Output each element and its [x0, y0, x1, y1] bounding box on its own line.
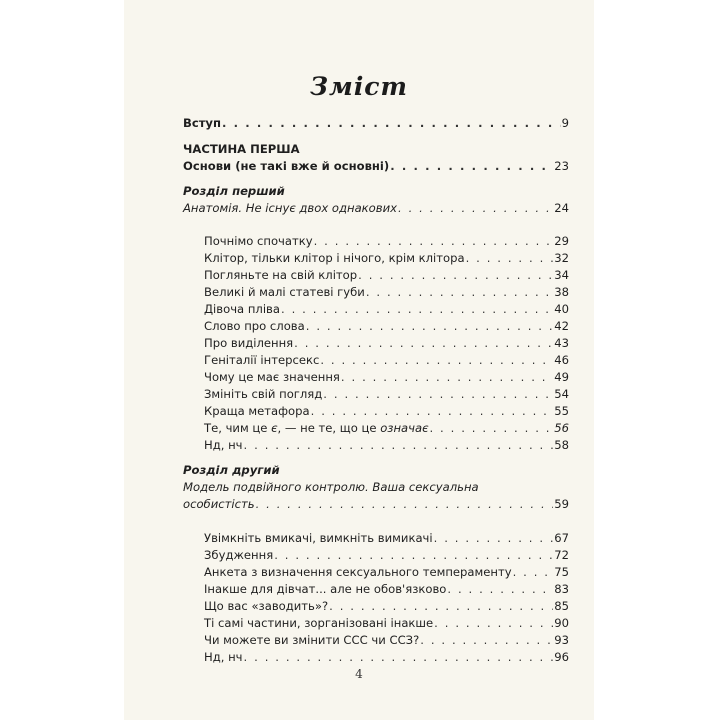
toc-entry[interactable] [204, 547, 569, 563]
toc-entry[interactable] [204, 369, 569, 385]
toc-entry-page: 34 [554, 268, 569, 282]
dot-leader [434, 530, 554, 546]
toc-entry[interactable] [204, 318, 569, 334]
dot-leader [398, 200, 553, 216]
toc-entry-intro[interactable] [183, 115, 569, 131]
toc-entry-label: Збудження [204, 548, 274, 562]
toc-entry-label: Чи можете ви змінити ССС чи ССЗ? [204, 633, 420, 647]
dot-leader [323, 386, 553, 402]
toc-entry[interactable] [204, 530, 569, 546]
toc-entry-page: 24 [554, 201, 569, 215]
toc-entry-label: Погляньте на свій клітор [204, 268, 358, 282]
toc-entry-chapter2-line1[interactable]: Модель подвійного контролю. Ваша сексуальна [183, 480, 479, 494]
part-heading: ЧАСТИНА ПЕРША [183, 142, 300, 156]
toc-entry-label: Анкета з визначення сексуального темпераменту [204, 565, 512, 579]
toc-entry-page: 85 [554, 599, 569, 613]
chapter-heading: Розділ перший [183, 184, 285, 198]
toc-entry[interactable] [204, 301, 569, 317]
toc-entry-page: 42 [554, 319, 569, 333]
toc-entry-chapter1[interactable] [183, 200, 569, 216]
toc-entry[interactable] [204, 267, 569, 283]
toc-entry[interactable] [204, 386, 569, 402]
toc-entry[interactable] [204, 598, 569, 614]
toc-entry-page: 32 [554, 251, 569, 265]
toc-entry-label: Основи (не такі вже й основні) [183, 159, 390, 173]
dot-leader [281, 301, 553, 317]
toc-entry[interactable] [204, 632, 569, 648]
dot-leader [341, 369, 553, 385]
toc-entry-page: 59 [554, 497, 569, 511]
toc-entry-label: Нд, нч [204, 438, 243, 452]
dot-leader [256, 496, 554, 512]
toc-entry-part1[interactable] [183, 158, 569, 174]
toc-entry-label: Великі й малі статеві губи [204, 285, 365, 299]
toc-entry[interactable] [204, 250, 569, 266]
label-part: , — не те, що це [277, 421, 381, 435]
dot-leader [466, 250, 554, 266]
dot-leader [314, 233, 554, 249]
dot-leader [244, 437, 554, 453]
toc-entry-label: Увімкніть вмикачі, вимкніть вимикачі [204, 531, 433, 545]
toc-entry-page: 72 [554, 548, 569, 562]
dot-leader [320, 352, 553, 368]
toc-entry[interactable] [204, 437, 569, 453]
toc-entry-page: 75 [554, 565, 569, 579]
toc-entry-label: Змініть свій погляд [204, 387, 323, 401]
label-emphasis: означає [380, 421, 429, 435]
dot-leader [222, 115, 561, 131]
label-part: Те, чим це [204, 421, 272, 435]
toc-entry[interactable] [204, 581, 569, 597]
toc-entry-page: 55 [554, 404, 569, 418]
toc-entry[interactable] [204, 403, 569, 419]
toc-entry-label: Дівоча пліва [204, 302, 280, 316]
dot-leader [358, 267, 553, 283]
page-title: Зміст [310, 72, 408, 101]
toc-entry[interactable] [204, 649, 569, 665]
toc-entry-label: Анатомія. Не існує двох однакових [183, 201, 398, 215]
dot-leader [306, 318, 553, 334]
toc-entry-label: Геніталії інтерсекс [204, 353, 320, 367]
dot-leader [329, 598, 553, 614]
dot-leader [311, 403, 554, 419]
toc-entry-label: Інакше для дівчат... але не обов'язково [204, 582, 447, 596]
book-page [124, 0, 594, 720]
toc-entry[interactable] [204, 615, 569, 631]
toc-entry-page: 58 [554, 438, 569, 452]
dot-leader [420, 632, 553, 648]
toc-entry-page: 40 [554, 302, 569, 316]
toc-entry[interactable] [204, 564, 569, 580]
toc-entry-page: 29 [554, 234, 569, 248]
toc-entry-page: 43 [554, 336, 569, 350]
toc-entry-label: Почнімо спочатку [204, 234, 313, 248]
page-number: 4 [355, 667, 363, 681]
dot-leader [390, 158, 553, 174]
toc-entry-page: 96 [554, 650, 569, 664]
toc-entry[interactable] [204, 233, 569, 249]
toc-entry-page: 67 [554, 531, 569, 545]
toc-entry-chapter2[interactable] [183, 496, 569, 512]
label-emphasis: є [271, 421, 278, 435]
toc-entry[interactable] [204, 284, 569, 300]
dot-leader [513, 564, 554, 580]
toc-entry-page: 54 [554, 387, 569, 401]
dot-leader [274, 547, 553, 563]
toc-entry-label: Клітор, тільки клітор і нічого, крім клітора [204, 251, 465, 265]
dot-leader [366, 284, 553, 300]
toc-entry-page: 23 [554, 159, 569, 173]
toc-entry-label: Слово про слова [204, 319, 305, 333]
toc-entry-page: 90 [554, 616, 569, 630]
dot-leader [447, 581, 553, 597]
toc-entry-page: 49 [554, 370, 569, 384]
toc-entry[interactable] [204, 420, 569, 436]
chapter-heading: Розділ другий [183, 463, 280, 477]
toc-entry-label: Про виділення [204, 336, 294, 350]
toc-entry-label: особистість [183, 497, 255, 511]
dot-leader [429, 420, 553, 436]
toc-entry-label: Чому це має значення [204, 370, 340, 384]
toc-entry-page: 56 [554, 421, 569, 435]
toc-entry-page: 93 [554, 633, 569, 647]
dot-leader [244, 649, 554, 665]
toc-entry-label: Ті самі частини, зорганізовані інакше [204, 616, 434, 630]
toc-entry[interactable] [204, 352, 569, 368]
toc-entry-page: 46 [554, 353, 569, 367]
dot-leader [434, 615, 553, 631]
toc-entry-label: Нд, нч [204, 650, 243, 664]
toc-entry-label: Що вас «заводить»? [204, 599, 329, 613]
toc-entry-page: 9 [561, 116, 569, 130]
toc-entry-label: Краща метафора [204, 404, 310, 418]
toc-entry-page: 38 [554, 285, 569, 299]
toc-entry[interactable] [204, 335, 569, 351]
dot-leader [294, 335, 553, 351]
toc-entry-label [204, 420, 428, 436]
toc-entry-label: Вступ [183, 116, 221, 130]
toc-entry-page: 83 [554, 582, 569, 596]
